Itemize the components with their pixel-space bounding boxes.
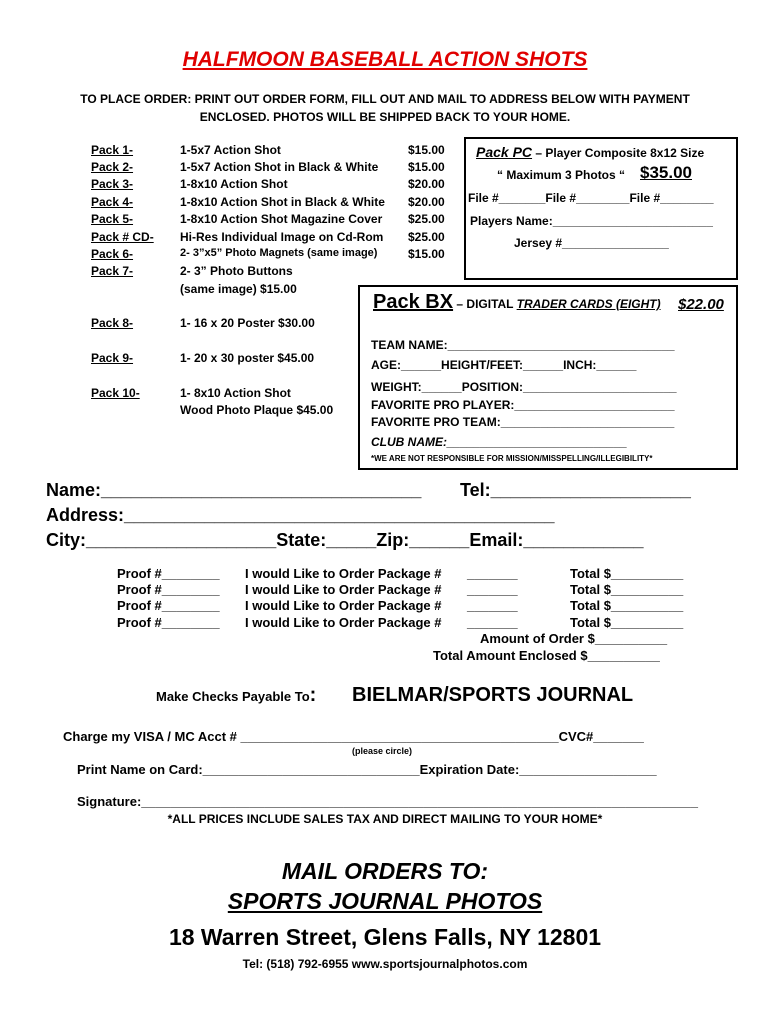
pack-5-label: Pack 5-	[91, 212, 134, 226]
proof-field-3[interactable]: Proof #________	[117, 598, 220, 613]
pack-pc-max: “ Maximum 3 Photos “	[497, 168, 626, 182]
proof-field-2[interactable]: Proof #________	[117, 582, 220, 597]
pack-1-desc: 1-5x7 Action Shot	[180, 143, 281, 157]
checks-payable-line	[156, 684, 316, 707]
pack-2-price: $15.00	[408, 160, 445, 174]
pack-bx-disclaimer: *WE ARE NOT RESPONSIBLE FOR MISSION/MISSPELLING/ILLEGIBILITY*	[371, 454, 653, 463]
order-label-1: I would Like to Order Package #	[245, 566, 442, 581]
charge-card-field[interactable]: Charge my VISA / MC Acct # ____________________________________________CVC#_______	[63, 729, 644, 744]
pack-bx-age: AGE:______HEIGHT/FEET:______INCH:______	[371, 358, 637, 372]
pack-bx-fav-team: FAVORITE PRO TEAM:__________________________	[371, 415, 675, 429]
total-field-4[interactable]: Total $__________	[570, 615, 684, 630]
pack-7-desc: 2- 3” Photo Buttons	[180, 264, 293, 278]
order-label-2: I would Like to Order Package #	[245, 582, 442, 597]
total-field-2[interactable]: Total $__________	[570, 582, 684, 597]
customer-tel-field[interactable]: Tel:____________________	[460, 480, 691, 500]
pack-6-price: $15.00	[408, 247, 445, 261]
pack-3-price: $20.00	[408, 177, 445, 191]
customer-city-state-zip-email-field[interactable]: City:___________________State:_____Zip:______Email:____________	[46, 530, 644, 550]
pack-pc-players: Players Name:________________________	[470, 214, 713, 228]
checks-payable-colon: :	[309, 684, 317, 706]
mail-orders-heading: MAIL ORDERS TO:	[281, 858, 489, 884]
order-label-3: I would Like to Order Package #	[245, 598, 442, 613]
pack-pc-name: Pack PC	[476, 144, 533, 160]
pack-1-label: Pack 1-	[91, 143, 134, 157]
pack-7-desc-2: (same image) $15.00	[180, 282, 297, 296]
pack-5-desc: 1-8x10 Action Shot Magazine Cover	[180, 212, 383, 226]
pack-9-desc: 1- 20 x 30 poster $45.00	[180, 351, 315, 365]
total-enclosed-field[interactable]: Total Amount Enclosed $__________	[433, 648, 660, 663]
pack-10-label: Pack 10-	[91, 386, 140, 400]
pack-bx-trader: TRADER CARDS (EIGHT)	[516, 297, 661, 311]
mail-company-name: SPORTS JOURNAL PHOTOS	[227, 888, 543, 914]
package-field-2[interactable]: _______	[467, 582, 518, 597]
please-circle-note: (please circle)	[352, 746, 413, 756]
proof-field-4[interactable]: Proof #________	[117, 615, 220, 630]
instructions-line-2: ENCLOSED. PHOTOS WILL BE SHIPPED BACK TO YOUR HOME.	[199, 110, 571, 124]
pack-5-price: $25.00	[408, 212, 445, 226]
pack-cd-price: $25.00	[408, 230, 445, 244]
pack-7-label: Pack 7-	[91, 264, 134, 278]
mail-address: 18 Warren Street, Glens Falls, NY 12801	[168, 924, 602, 950]
pack-8-desc: 1- 16 x 20 Poster $30.00	[180, 316, 315, 330]
pack-4-desc: 1-8x10 Action Shot in Black & White	[180, 195, 385, 209]
order-label-4: I would Like to Order Package #	[245, 615, 442, 630]
pack-9-label: Pack 9-	[91, 351, 134, 365]
pack-6-desc: 2- 3”x5” Photo Magnets (same image)	[180, 247, 378, 259]
pack-bx-team: TEAM NAME:__________________________________	[371, 338, 675, 352]
pack-bx-heading	[373, 291, 661, 314]
pack-10-desc-2: Wood Photo Plaque $45.00	[180, 403, 334, 417]
instructions-line-1: TO PLACE ORDER: PRINT OUT ORDER FORM, FILL OUT AND MAIL TO ADDRESS BELOW WITH PAYMENT	[80, 92, 690, 106]
pack-bx-weight: WEIGHT:______POSITION:_______________________	[371, 380, 677, 394]
pack-3-desc: 1-8x10 Action Shot	[180, 177, 288, 191]
checks-payable-label: Make Checks Payable To	[156, 689, 310, 704]
package-field-4[interactable]: _______	[467, 615, 518, 630]
pack-4-label: Pack 4-	[91, 195, 134, 209]
sales-tax-note: *ALL PRICES INCLUDE SALES TAX AND DIRECT MAILING TO YOUR HOME*	[167, 812, 603, 826]
pack-2-label: Pack 2-	[91, 160, 134, 174]
pack-6-label: Pack 6-	[91, 247, 134, 261]
pack-cd-label: Pack # CD-	[91, 230, 154, 244]
total-field-3[interactable]: Total $__________	[570, 598, 684, 613]
pack-3-label: Pack 3-	[91, 177, 134, 191]
pack-10-desc: 1- 8x10 Action Shot	[180, 386, 291, 400]
pack-pc-subtitle: – Player Composite 8x12 Size	[532, 146, 705, 160]
pack-cd-desc: Hi-Res Individual Image on Cd-Rom	[180, 230, 384, 244]
amount-of-order-field[interactable]: Amount of Order $__________	[480, 631, 668, 646]
payee-name: BIELMAR/SPORTS JOURNAL	[352, 684, 634, 706]
pack-pc-price: $35.00	[640, 163, 692, 182]
pack-bx-fav-player: FAVORITE PRO PLAYER:________________________	[371, 398, 675, 412]
signature-field[interactable]: Signature:_____________________________________________________________________________	[77, 794, 698, 809]
mail-contact: Tel: (518) 792-6955 www.sportsjournalphotos.com	[242, 957, 528, 971]
pack-pc-jersey: Jersey #________________	[514, 236, 669, 250]
total-field-1[interactable]: Total $__________	[570, 566, 684, 581]
pack-8-label: Pack 8-	[91, 316, 134, 330]
print-name-expiration-field[interactable]: Print Name on Card:______________________________Expiration Date:___________________	[77, 762, 657, 777]
pack-bx-dash: – DIGITAL	[453, 297, 517, 311]
pack-pc-heading	[476, 144, 704, 160]
package-field-1[interactable]: _______	[467, 566, 518, 581]
pack-bx-name: Pack BX	[373, 291, 454, 313]
pack-2-desc: 1-5x7 Action Shot in Black & White	[180, 160, 379, 174]
page-title: HALFMOON BASEBALL ACTION SHOTS	[182, 48, 588, 71]
customer-name-field[interactable]: Name:________________________________	[46, 480, 422, 500]
pack-bx-club: CLUB NAME:___________________________	[371, 435, 628, 449]
proof-field-1[interactable]: Proof #________	[117, 566, 220, 581]
pack-pc-files: File #_______File #________File #________	[468, 191, 714, 205]
package-field-3[interactable]: _______	[467, 598, 518, 613]
customer-address-field[interactable]: Address:___________________________________________	[46, 505, 555, 525]
pack-bx-price: $22.00	[678, 296, 724, 313]
pack-1-price: $15.00	[408, 143, 445, 157]
pack-4-price: $20.00	[408, 195, 445, 209]
